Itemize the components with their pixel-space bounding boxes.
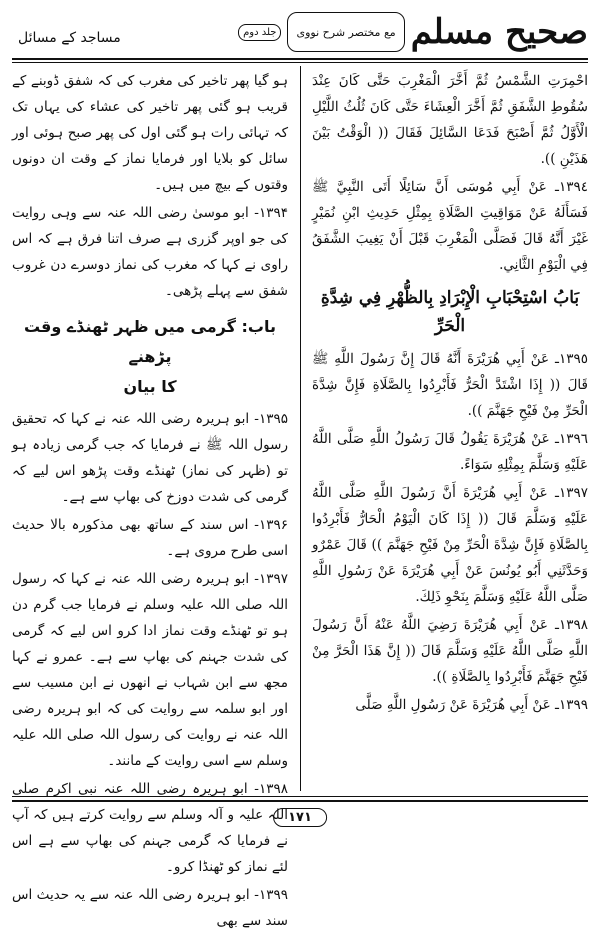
arabic-hadith-1397: ١٣٩٧ـ عَنْ أَبِي هُرَيْرَةَ أَنَّ رَسُولَ اللَّهِ صَلَّى اللَّهُ عَلَيْهِ وَسَلَّمَ قَالَ (( إِذَا كَانَ الْيَوْمُ الْحَارُّ فَأَبْرِدُوا بِالصَّلَاةِ فَإِنَّ شِدَّةَ الْحَرِّ مِنْ فَيْحِ جَهَنَّمَ )) قَالَ عَمْرٌو وَحَدَّثَنِي أَبُو يُونُسَ عَنْ أَبِي هُرَيْرَةَ عَنْ رَسُولِ اللَّهِ صَلَّى اللَّهُ عَلَيْهِ وَسَلَّمَ بِنَحْوِ ذَلِكَ. xyxy=(312,485,588,605)
column-divider xyxy=(300,66,301,791)
arabic-column xyxy=(312,68,588,720)
arabic-chapter-heading: بَابُ اسْتِحْبَابِ الْإِبْرَادِ بِالظُّهْرِ فِي شِدَّةِ الْحَرِّ xyxy=(320,288,580,336)
urdu-hadith-1394: ۱۳۹۴- ابو موسیٰ رضی اللہ عنہ سے وہی روایت کی جو اوپر گزری ہے صرف اتنا فرق ہے کہ اس راوی نے کہا کہ مغرب کی نماز دوسرے دن غروب شفق سے پہلے پڑھی۔ xyxy=(12,205,288,299)
book-title-block xyxy=(238,8,588,56)
arabic-paragraph: احْمِرَتِ الشَّمْسُ ثُمَّ أَخَّرَ الْمَغْرِبَ حَتَّى كَانَ عِنْدَ سُقُوطِ الشَّفَقِ ثُمَّ أَخَّرَ الْعِشَاءَ حَتَّى كَانَ ثُلُثُ اللَّيْلِ الْأَوَّلُ ثُمَّ أَصْبَحَ فَدَعَا السَّائِلَ فَقَالَ (( الْوَقْتُ بَيْنَ هَذَيْنِ )). xyxy=(312,73,588,167)
section-title: مساجد کے مسائل xyxy=(18,30,121,46)
urdu-paragraph: ہو گیا پھر تاخیر کی مغرب کی کہ شفق ڈوبنے کے قریب ہو گئی پھر تاخیر کی عشاء کی یہاں تک کہ تہائی رات ہو گئی اول کی پھر صبح ہوئی اور سائل کو بلایا اور فرمایا نماز کے وقت ان دونوں وقتوں کے بیچ میں ہیں۔ xyxy=(12,73,288,193)
urdu-chapter-heading xyxy=(12,312,288,402)
page-number: ۱۷۱ xyxy=(273,808,327,827)
header-rule-thin xyxy=(12,62,588,63)
urdu-hadith-1397: ۱۳۹۷- ابو ہریرہ رضی اللہ عنہ نے کہا کہ رسول اللہ صلی اللہ علیہ وسلم نے فرمایا جب گرم دن ہو تو ٹھنڈے وقت نماز ادا کرو اس لیے کہ گرمی کی شدت جہنم کی بھاپ سے ہے۔ عمرو نے کہا مجھ سے ابن شہاب نے انھوں نے ابن مسیب سے اور ابو سلمہ سے روایت کی کہ ابو ہریرہ رضی اللہ عنہ نے روایت کی رسول اللہ صلی اللہ علیہ وسلم سے اسی روایت کے مانند۔ xyxy=(12,571,288,769)
footer-rule-thick xyxy=(12,800,588,802)
book-subtitle-cartouche: مع مختصر شرح نووی xyxy=(287,12,404,52)
urdu-chapter-line-1: باب: گرمی میں ظہر ٹھنڈے وقت پڑھنے xyxy=(23,317,276,366)
arabic-hadith-1396: ١٣٩٦ـ عَنْ هُرَيْرَةَ يَقُولُ قَالَ رَسُولُ اللَّهِ صَلَّى اللَّهُ عَلَيْهِ وَسَلَّمَ بِمِثْلِهِ سَوَاءً. xyxy=(312,431,588,473)
footer-rule-thin xyxy=(12,796,588,797)
arabic-hadith-1395: ١٣٩٥ـ عَنْ أَبِي هُرَيْرَةَ أَنَّهُ قَالَ إِنَّ رَسُولَ اللَّهِ ﷺ قَالَ (( إِذَا اشْتَدَّ الْحَرُّ فَأَبْرِدُوا بِالصَّلَاةِ فَإِنَّ شِدَّةَ الْحَرِّ مِنْ فَيْحِ جَهَنَّمَ )). xyxy=(312,351,588,419)
urdu-column xyxy=(12,68,288,936)
urdu-hadith-1399: ۱۳۹۹- ابو ہریرہ رضی اللہ عنہ سے یہ حدیث اس سند سے بھی xyxy=(12,887,288,929)
urdu-hadith-1395: ۱۳۹۵- ابو ہریرہ رضی اللہ عنہ نے کہا کہ تحقیق رسول اللہ ﷺ نے فرمایا کہ جب گرمی زیادہ ہو تو (ظہر کی نماز) ٹھنڈے وقت پڑھو اس لیے کہ گرمی کی شدت دوزخ کی بھاپ سے ہے۔ xyxy=(12,411,288,505)
volume-badge: جلد دوم xyxy=(238,24,281,41)
book-title: صحیح مسلم xyxy=(410,12,588,52)
arabic-hadith-1399: ١٣٩٩ـ عَنْ أَبِي هُرَيْرَةَ عَنْ رَسُولِ اللَّهِ صَلَّى xyxy=(355,697,588,713)
page-header xyxy=(12,8,588,60)
header-rule-thick xyxy=(12,58,588,60)
arabic-hadith-1398: ١٣٩٨ـ عَنْ أَبِي هُرَيْرَةَ رَضِيَ اللَّهُ عَنْهُ أَنَّ رَسُولَ اللَّهِ صَلَّى اللَّهُ عَلَيْهِ وَسَلَّمَ قَالَ (( إِنَّ هَذَا الْحَرَّ مِنْ فَيْحِ جَهَنَّمَ فَأَبْرِدُوا بِالصَّلَاةِ )). xyxy=(312,617,588,685)
page-frame xyxy=(12,8,588,929)
arabic-hadith-1394: ١٣٩٤ـ عَنْ أَبِي مُوسَى أَنَّ سَائِلًا أَتَى النَّبِيَّ ﷺ فَسَأَلَهُ عَنْ مَوَاقِيتِ الصَّلَاةِ بِمِثْلِ حَدِيثِ ابْنِ نُمَيْرٍ غَيْرَ أَنَّهُ قَالَ فَصَلَّى الْمَغْرِبَ قَبْلَ أَنْ يَغِيبَ الشَّفَقُ فِي الْيَوْمِ الثَّانِي. xyxy=(312,179,588,273)
urdu-hadith-1396: ۱۳۹۶- اس سند کے ساتھ بھی مذکورہ بالا حدیث اسی طرح مروی ہے۔ xyxy=(12,517,288,559)
urdu-hadith-1398: ۱۳۹۸- ابو ہریرہ رضی اللہ عنہ نبی اکرم صلی اللہ علیہ و آلہ وسلم سے روایت کرتے ہیں کہ آپ نے فرمایا کہ گرمی جہنم کی بھاپ سے ہے اس لئے نماز کو ٹھنڈا کرو۔ xyxy=(12,781,288,875)
urdu-chapter-line-2: کا بیان xyxy=(123,377,177,396)
